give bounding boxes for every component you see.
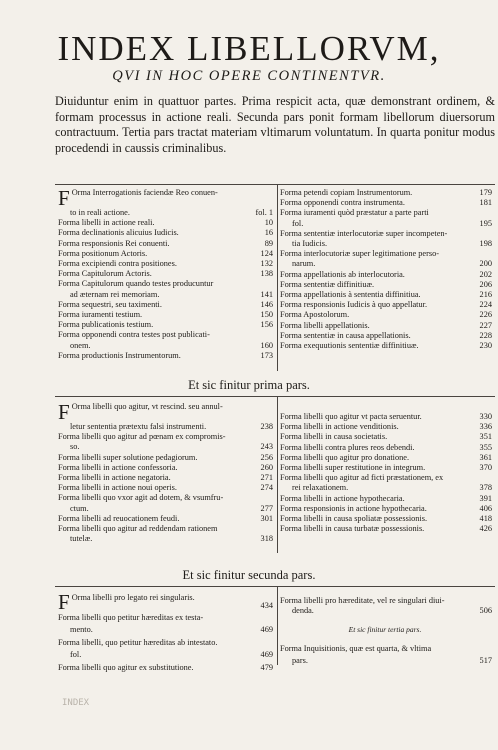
index-entry <box>58 351 273 361</box>
index-entry <box>280 483 492 493</box>
entry-text: Forma Apostolorum. <box>280 310 350 320</box>
entry-text: Forma libelli in actione venditionis. <box>280 422 399 432</box>
entry-text: onem. <box>70 340 91 350</box>
entry-text: fol. <box>70 650 82 660</box>
index-entry <box>280 514 492 524</box>
drop-cap: F <box>58 590 70 614</box>
index-entry <box>58 649 273 661</box>
entry-folio: 418 <box>479 514 492 524</box>
entry-text: Forma libelli in causa spoliatæ possessionis. <box>280 514 428 524</box>
drop-cap: F <box>58 400 70 424</box>
index-entry <box>58 453 273 463</box>
part3-right-column <box>280 596 492 616</box>
entry-folio: 228 <box>479 330 492 340</box>
entry-folio: 479 <box>260 662 273 672</box>
entry-text: Forma opponendi contra instrumenta. <box>280 198 405 208</box>
index-entry <box>58 432 273 442</box>
index-entry <box>58 463 273 473</box>
entry-text: Forma appellationis à sententia diffinitiua. <box>280 290 421 300</box>
index-entry <box>58 473 273 483</box>
entry-text: Forma iuramenti testium. <box>58 310 143 320</box>
index-entry <box>280 504 492 514</box>
part4-column <box>280 643 492 667</box>
index-entry <box>58 218 273 228</box>
index-entry <box>58 514 273 524</box>
entry-text: Forma libelli quo agitur ex substitutione. <box>58 662 194 672</box>
library-stamp: INDEX <box>62 698 90 708</box>
index-entry <box>280 494 492 504</box>
entry-folio: 146 <box>260 299 273 309</box>
entry-folio: 195 <box>479 218 492 228</box>
index-entry <box>280 208 492 218</box>
index-entry <box>58 269 273 279</box>
part1-right-column <box>280 188 492 351</box>
entry-folio: 156 <box>260 320 273 330</box>
entry-folio: 243 <box>260 442 273 452</box>
index-entry <box>280 432 492 442</box>
entry-text: Forma positionum Actoris. <box>58 248 148 258</box>
entry-text: Forma libelli super restitutione in integrum. <box>280 463 426 473</box>
index-entry <box>58 290 273 300</box>
entry-text: Forma libelli quo agitur ad reddendam rationem <box>58 524 218 534</box>
index-entry <box>58 493 273 503</box>
part1-end-heading: Et sic finitur prima pars. <box>188 378 310 392</box>
index-entry <box>280 280 492 290</box>
entry-text: Forma sententiæ diffinitiuæ. <box>280 279 375 289</box>
index-entry <box>58 483 273 493</box>
index-entry <box>280 321 492 331</box>
part2-right-column <box>280 412 492 534</box>
entry-folio: 141 <box>260 289 273 299</box>
entry-folio: 179 <box>479 188 492 197</box>
index-entry <box>280 239 492 249</box>
entry-text: Forma libelli quo agitur vt pacta seruentur. <box>280 412 422 421</box>
entry-text: tutelæ. <box>70 534 93 544</box>
entry-folio: 10 <box>264 218 273 228</box>
index-entry <box>280 259 492 269</box>
entry-folio: 260 <box>260 462 273 472</box>
entry-text: ad æternam rei memoriam. <box>70 289 160 299</box>
index-entry <box>58 259 273 269</box>
index-entry <box>58 341 273 351</box>
entry-text: Forma productionis Instrumentorum. <box>58 350 181 360</box>
index-entry <box>58 300 273 310</box>
column-divider-1 <box>277 185 278 371</box>
index-entry <box>58 249 273 259</box>
index-entry <box>280 655 492 667</box>
entry-folio: 216 <box>479 290 492 300</box>
entry-text: Forma libelli, quo petitur hæreditas ab intestato. <box>58 637 218 647</box>
entry-text: narum. <box>292 259 316 269</box>
entry-text: Forma publicationis testium. <box>58 320 154 330</box>
entry-folio: 160 <box>260 340 273 350</box>
index-entry <box>280 473 492 483</box>
entry-text: Forma libelli in causa turbatæ possessionis. <box>280 524 425 534</box>
entry-text: Forma responsionis Rei conuenti. <box>58 238 170 248</box>
index-entry <box>280 219 492 229</box>
entry-text: Forma responsionis Iudicis à quo appellatur. <box>280 300 428 310</box>
entry-text: Forma libelli quo vxor agit ad dotem, & vsumfru- <box>58 493 224 503</box>
index-entry <box>58 612 273 624</box>
entry-folio: 469 <box>260 625 273 635</box>
index-entry <box>58 310 273 320</box>
entry-folio: 391 <box>479 493 492 503</box>
index-entry <box>280 270 492 280</box>
index-entry <box>58 524 273 534</box>
index-entry <box>280 463 492 473</box>
entry-text: fol. <box>292 218 304 228</box>
entry-folio: 227 <box>479 320 492 330</box>
index-entry <box>58 188 273 208</box>
entry-text: Forma libelli appellationis. <box>280 320 370 330</box>
entry-text: mento. <box>70 625 93 635</box>
entry-folio: 89 <box>264 238 273 248</box>
entry-text: Forma libelli in causa societatis. <box>280 432 388 442</box>
index-entry <box>58 592 273 612</box>
entry-text: F Orma libelli quo agitur, vt rescind. seu annul- <box>58 400 223 424</box>
index-entry <box>280 341 492 351</box>
index-entry <box>280 331 492 341</box>
entry-folio: 16 <box>264 228 273 238</box>
entry-folio: 226 <box>479 310 492 320</box>
index-entry <box>280 524 492 534</box>
entry-folio: 406 <box>479 503 492 513</box>
entry-folio: 301 <box>260 513 273 523</box>
entry-folio: 361 <box>479 452 492 462</box>
entry-text: Forma libelli in actione noui operis. <box>58 483 177 493</box>
entry-text: Forma libelli in actione confessoria. <box>58 462 178 472</box>
entry-text: F Orma libelli pro legato rei singularis. <box>58 590 195 614</box>
entry-folio: fol. 1 <box>255 208 273 217</box>
entry-text: Forma sententiæ interlocutoriæ super incompeten- <box>280 228 448 238</box>
entry-folio: 434 <box>260 600 273 610</box>
index-entry <box>280 229 492 239</box>
index-entry <box>280 412 492 422</box>
entry-text: Forma opponendi contra testes post publicati- <box>58 330 210 340</box>
entry-folio: 378 <box>479 483 492 493</box>
entry-text: Forma Capitulorum quando testes producuntur <box>58 279 214 289</box>
entry-folio: 238 <box>260 422 273 431</box>
index-entry <box>58 330 273 340</box>
divider-top <box>55 184 495 185</box>
entry-text: Forma libelli ad reuocationem feudi. <box>58 513 180 523</box>
index-entry <box>58 208 273 218</box>
entry-text: Forma Inquisitionis, quæ est quarta, & vltima <box>280 644 432 653</box>
part1-left-column <box>58 188 273 361</box>
entry-text: Forma iuramenti quòd præstatur a parte parti <box>280 208 429 218</box>
entry-folio: 506 <box>479 606 492 616</box>
entry-folio: 198 <box>479 239 492 249</box>
part2-left-column <box>58 402 273 544</box>
entry-text: Forma libelli in actione negatoria. <box>58 473 171 483</box>
entry-folio: 355 <box>479 442 492 452</box>
index-entry <box>280 300 492 310</box>
entry-folio: 173 <box>260 350 273 360</box>
entry-text: so. <box>70 442 80 452</box>
entry-folio: 224 <box>479 300 492 310</box>
entry-text: Forma excipiendi contra positiones. <box>58 259 177 269</box>
entry-folio: 351 <box>479 432 492 442</box>
entry-folio: 132 <box>260 259 273 269</box>
entry-text: Forma responsionis in actione hypothecaria. <box>280 503 427 513</box>
entry-folio: 256 <box>260 452 273 462</box>
entry-text: to in reali actione. <box>70 208 130 217</box>
entry-folio: 517 <box>479 656 492 665</box>
entry-folio: 200 <box>479 259 492 269</box>
intro-paragraph: Diuiduntur enim in quattuor partes. Prima respicit acta, quæ demonstrant ordinem, & formam processus in actione reali. Secunda pars ponit formam libellorum diuersorum contractuum. Tertia pars tractat materiam vltimarum voluntatum. In quarta ponitur modus procedendi in caussis criminalibus. <box>55 94 495 155</box>
entry-folio: 138 <box>260 269 273 279</box>
part3-left-column <box>58 592 273 674</box>
entry-text: Forma interlocutoriæ super legitimatione perso- <box>280 249 439 259</box>
index-entry <box>58 624 273 636</box>
entry-text: Forma libelli in actione hypothecaria. <box>280 493 405 503</box>
drop-cap: F <box>58 186 70 210</box>
index-entry <box>280 290 492 300</box>
index-entry <box>280 453 492 463</box>
index-entry <box>280 443 492 453</box>
entry-folio: 318 <box>260 534 273 544</box>
entry-text: Forma sententiæ in causa appellationis. <box>280 330 411 340</box>
entry-folio: 150 <box>260 310 273 320</box>
entry-text: Forma sequestri, seu taximenti. <box>58 299 162 309</box>
entry-text: Forma libelli quo petitur hæreditas ex testa- <box>58 613 204 622</box>
entry-text: Forma declinationis alicuius Iudicis. <box>58 228 179 238</box>
entry-text: Forma Capitulorum Actoris. <box>58 269 152 279</box>
entry-text: Forma exequutionis sententiæ diffinitiuæ. <box>280 341 419 351</box>
index-entry <box>280 198 492 208</box>
index-entry <box>58 279 273 289</box>
entry-folio: 124 <box>260 248 273 258</box>
index-entry <box>280 188 492 198</box>
entry-text: Forma libelli in actione reali. <box>58 218 155 228</box>
entry-text: F Orma Interrogationis faciendæ Reo conuen- <box>58 186 218 210</box>
entry-text: denda. <box>292 606 314 616</box>
index-entry <box>58 228 273 238</box>
index-entry <box>280 643 492 655</box>
entry-text: Forma libelli quo agitur pro donatione. <box>280 452 410 462</box>
column-divider-3 <box>277 587 278 665</box>
entry-text: Forma libelli quo agitur ad ficti præstationem, ex <box>280 473 444 483</box>
entry-folio: 469 <box>260 650 273 660</box>
entry-text: Forma libelli quo agitur ad pœnam ex compromis- <box>58 432 226 442</box>
part2-end-heading: Et sic finitur secunda pars. <box>182 568 316 582</box>
index-entry <box>58 239 273 249</box>
entry-text: Forma libelli contra plures reos debendi. <box>280 442 415 452</box>
index-entry <box>58 504 273 514</box>
entry-text: tia Iudicis. <box>292 239 328 249</box>
page-title: INDEX LIBELLORVM, <box>57 29 441 68</box>
index-entry <box>280 422 492 432</box>
entry-text: rei relaxationem. <box>292 483 349 493</box>
entry-folio: 336 <box>479 422 492 432</box>
divider-part2 <box>55 396 495 397</box>
entry-text: letur sententia prætextu falsi instrumenti. <box>70 422 207 431</box>
index-entry <box>58 662 273 674</box>
part3-end-heading: Et sic finitur tertia pars. <box>348 625 422 634</box>
index-entry <box>280 310 492 320</box>
index-entry <box>280 606 492 616</box>
index-entry <box>58 637 273 649</box>
index-entry <box>58 442 273 452</box>
entry-text: Forma appellationis ab interlocutoria. <box>280 269 405 279</box>
entry-text: Forma libelli pro hæreditate, vel re singulari diui- <box>280 596 445 605</box>
entry-text: Forma petendi copiam Instrumentorum. <box>280 188 413 197</box>
index-entry <box>58 320 273 330</box>
entry-text: pars. <box>292 656 308 665</box>
index-entry <box>58 422 273 432</box>
entry-folio: 277 <box>260 503 273 513</box>
column-divider-2 <box>277 397 278 553</box>
entry-folio: 274 <box>260 483 273 493</box>
entry-text: Forma libelli super solutione pedagiorum. <box>58 452 198 462</box>
entry-folio: 181 <box>479 198 492 208</box>
entry-folio: 370 <box>479 463 492 473</box>
index-entry <box>58 402 273 422</box>
entry-folio: 330 <box>479 412 492 421</box>
page-subtitle: QVI IN HOC OPERE CONTINENTVR. <box>112 68 386 84</box>
index-entry <box>280 596 492 606</box>
entry-folio: 271 <box>260 473 273 483</box>
entry-folio: 206 <box>479 279 492 289</box>
divider-part3 <box>55 586 495 587</box>
entry-folio: 230 <box>479 341 492 351</box>
entry-folio: 202 <box>479 269 492 279</box>
entry-folio: 426 <box>479 524 492 534</box>
entry-text: ctum. <box>70 503 89 513</box>
index-entry <box>280 249 492 259</box>
index-entry <box>58 534 273 544</box>
